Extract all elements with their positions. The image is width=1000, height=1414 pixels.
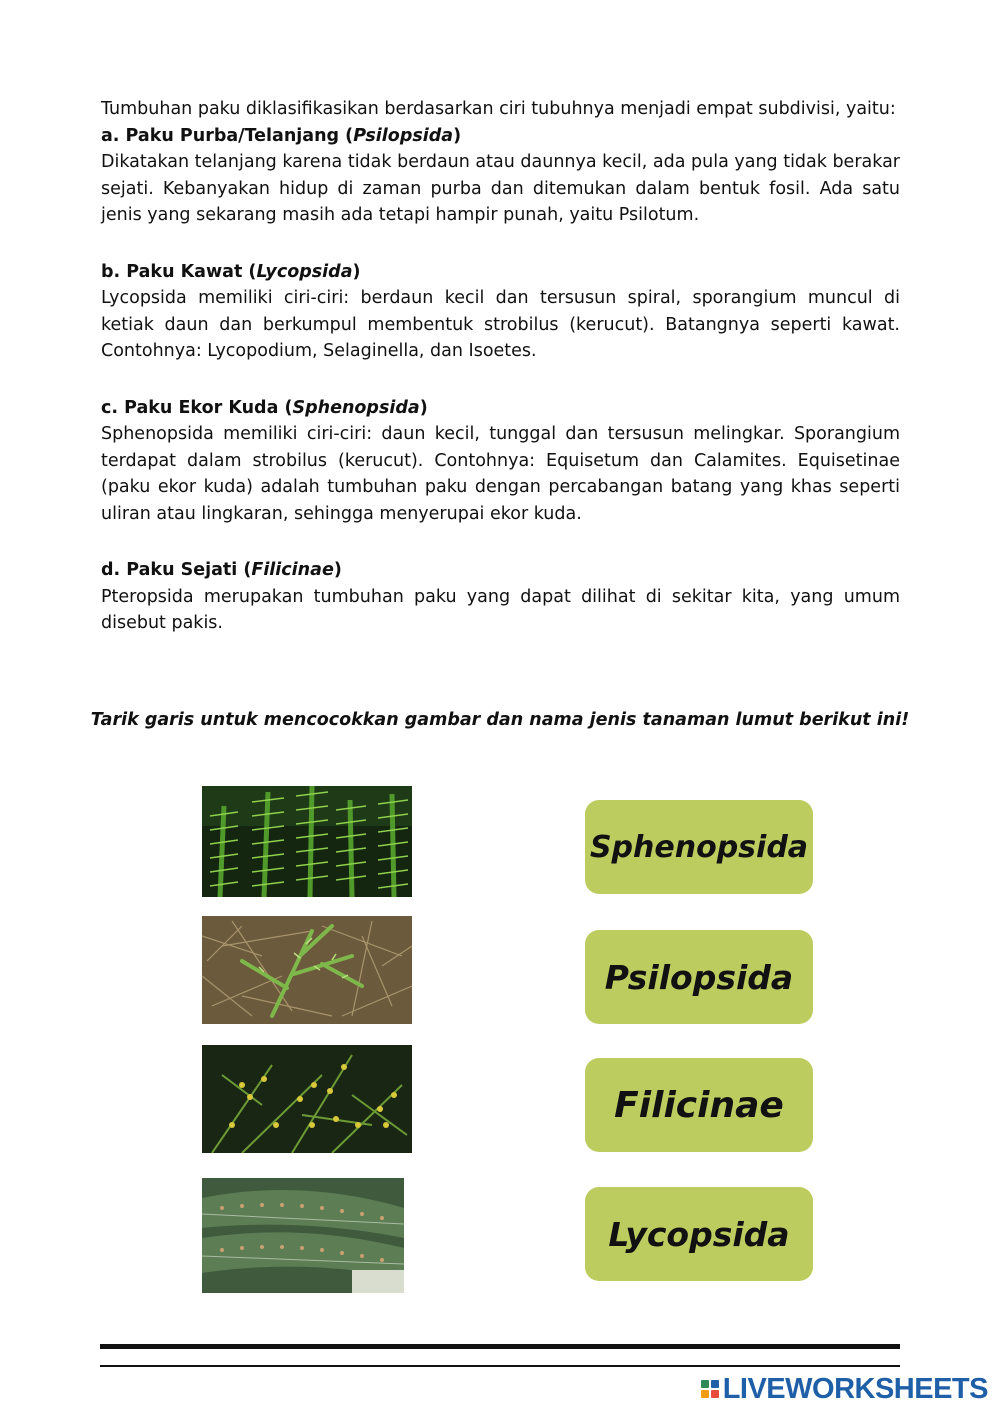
section-c-heading-prefix: c. Paku Ekor Kuda ( <box>101 397 293 418</box>
footer-rule-thick <box>100 1344 900 1349</box>
horsetail-photo[interactable] <box>202 786 412 897</box>
section-c-body: Sphenopsida memiliki ciri-ciri: daun kecil, tunggal dan tersusun melingkar. Sporangium terdapat dalam strobilus (kerucut). Contohnya: Equisetum dan Calamites. Equisetinae (paku ekor kuda) adalah tumbuhan paku dengan percabangan batang yang khas seperti uliran atau lingkaran, sehingga menyerupai ekor kuda. <box>101 424 900 524</box>
intro-paragraph: Tumbuhan paku diklasifikasikan berdasarkan ciri tubuhnya menjadi empat subdivisi, yaitu: <box>101 99 896 119</box>
label-filicinae[interactable]: Filicinae <box>585 1058 813 1152</box>
footer-rule-thin <box>100 1365 900 1367</box>
section-b-body: Lycopsida memiliki ciri-ciri: berdaun kecil dan tersusun spiral, sporangium muncul di ketiak daun dan berkumpul membentuk strobilus (kerucut). Batangnya seperti kawat. Contohnya: Lycopodium, Selaginella, dan Isoetes. <box>101 288 900 361</box>
section-a-heading-latin: Psilopsida <box>353 125 454 146</box>
section-d-body: Pteropsida merupakan tumbuhan paku yang dapat dilihat di sekitar kita, yang umum disebut pakis. <box>101 586 900 633</box>
section-a-heading-prefix: a. Paku Purba/Telanjang ( <box>101 125 354 146</box>
section-b-heading <box>101 259 900 286</box>
liveworksheets-brand: LIVEWORKSHEETS <box>722 1372 988 1405</box>
section-a-heading-suffix: ) <box>453 125 462 146</box>
section-c-heading-suffix: ) <box>419 397 428 418</box>
section-a-heading <box>101 123 900 150</box>
club-moss-photo[interactable] <box>202 916 412 1024</box>
section-d-heading-suffix: ) <box>333 560 342 580</box>
section-b-heading-suffix: ) <box>352 261 361 282</box>
section-b-heading-prefix: b. Paku Kawat ( <box>101 261 257 282</box>
section-c-heading-latin: Sphenopsida <box>292 397 420 418</box>
matching-instruction: Tarik garis untuk mencocokkan gambar dan nama jenis tanaman lumut berikut ini! <box>90 710 910 730</box>
section-b-heading-latin: Lycopsida <box>256 261 353 282</box>
worksheet-text <box>101 96 900 637</box>
section-c-heading <box>101 395 900 422</box>
section-a-body: Dikatakan telanjang karena tidak berdaun atau daunnya kecil, ada pula yang tidak berakar sejati. Kebanyakan hidup di zaman purba dan ditemukan dalam bentuk fosil. Ada satu jenis yang sekarang masih ada tetapi hampir punah, yaitu Psilotum. <box>101 152 900 225</box>
fern-frond-photo[interactable] <box>202 1178 404 1293</box>
section-d-heading-latin: Filicinae <box>251 560 334 580</box>
label-sphenopsida[interactable]: Sphenopsida <box>585 800 813 894</box>
whisk-fern-photo[interactable] <box>202 1045 412 1153</box>
liveworksheets-mark-icon <box>701 1380 719 1398</box>
label-lycopsida[interactable]: Lycopsida <box>585 1187 813 1281</box>
label-psilopsida[interactable]: Psilopsida <box>585 930 813 1024</box>
liveworksheets-logo[interactable] <box>701 1374 988 1404</box>
section-d-heading <box>101 557 900 584</box>
section-d-heading-prefix: d. Paku Sejati ( <box>101 560 252 580</box>
